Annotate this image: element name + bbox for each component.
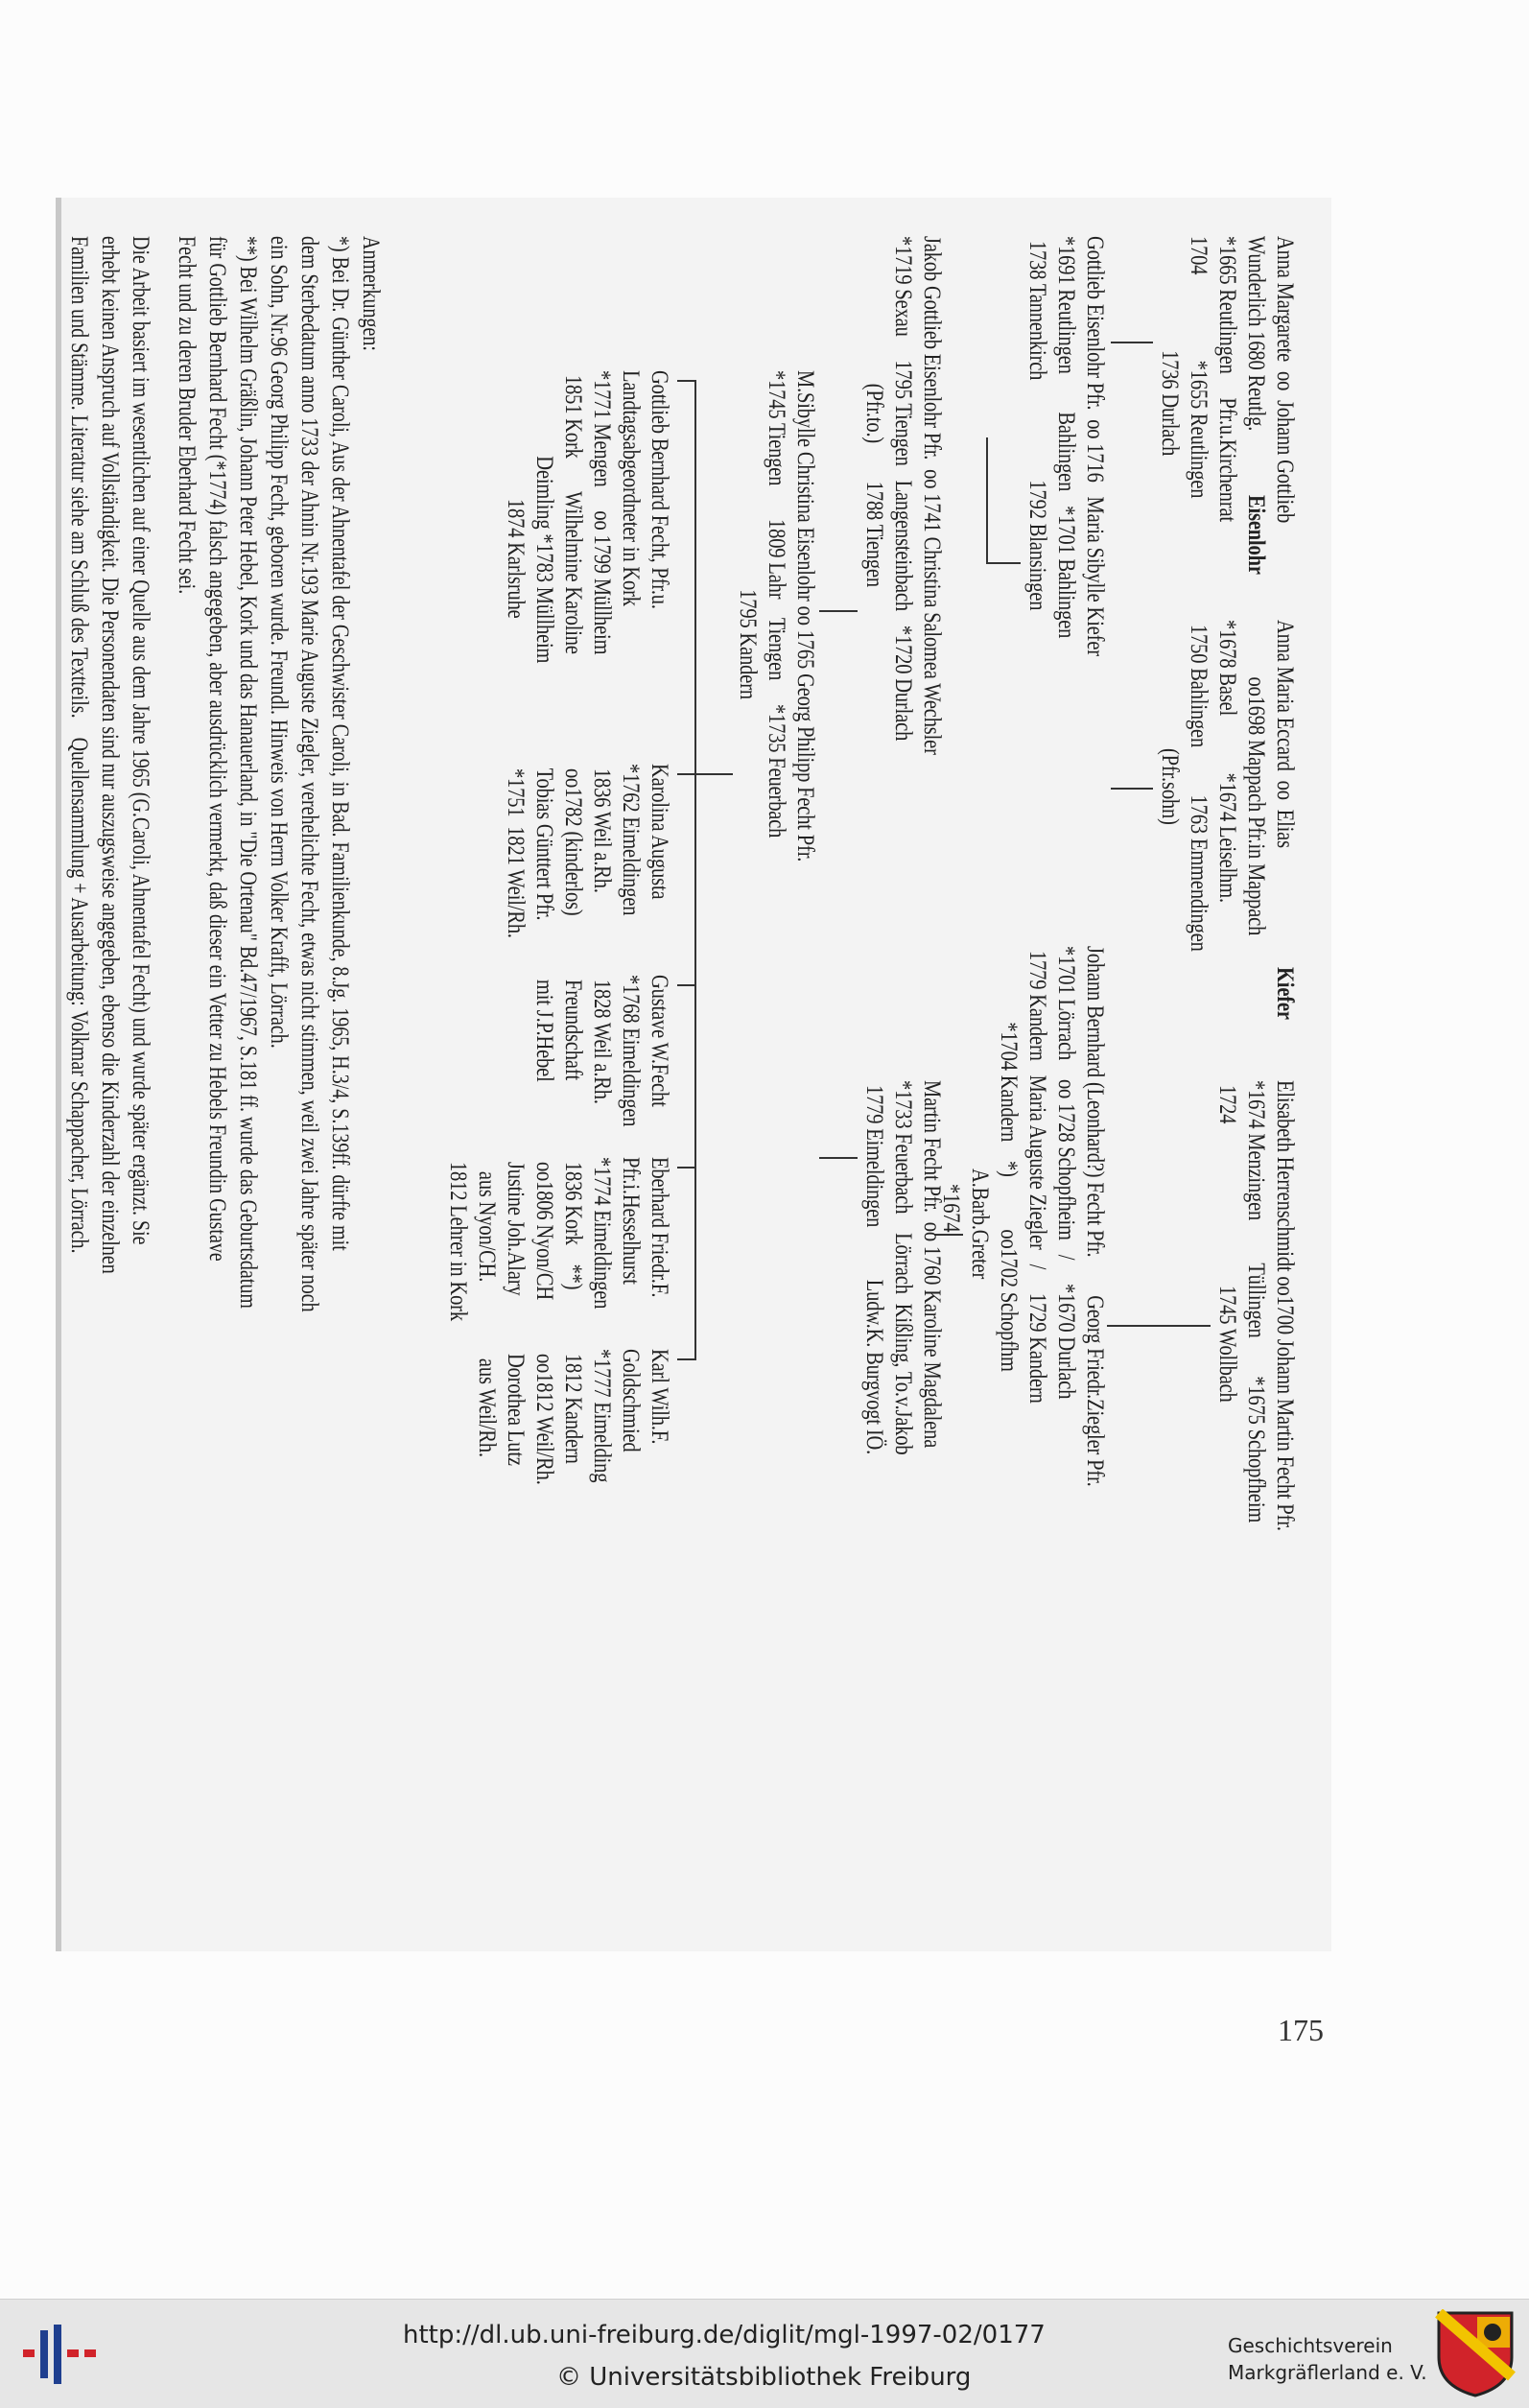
- pedigree-line: Jakob Gottlieb Eisenlohr Pfr. oo 1741 Christina Salomea Wechsler: [919, 236, 945, 755]
- note-line: dem Sterbedatum anno 1733 der Ahnin Nr.193 Marie Auguste Ziegler, verehelichte Fecht, etwas nicht stimmen, weil zwei Jahre später noch: [296, 236, 322, 1312]
- pedigree-line: Anna Maria Eccard oo Elias: [1272, 620, 1298, 848]
- closing-line: Familien und Stämme. Literatur siehe am Schluß des Textteils. Quellensammlung + Ausarbeitung: Volkmar Schappacher, Lörrach.: [66, 236, 92, 1254]
- ub-freiburg-logo-icon: [17, 2315, 104, 2392]
- child-line: oo1806 Nyon/CH: [531, 1157, 557, 1301]
- child-line: *1774 Eimeldingen: [589, 1157, 615, 1310]
- child-line: 1836 Kork **): [560, 1157, 586, 1290]
- pedigree-line: *1733 Feuerbach Lörrach Kißling, To.v.Jakob: [890, 1080, 916, 1455]
- child-line: Karolina Augusta: [647, 764, 672, 900]
- child-line: Goldschmied: [618, 1349, 644, 1452]
- child-line: 1828 Weil a.Rh.: [589, 975, 615, 1104]
- connector-line: [986, 437, 988, 564]
- connector-line: [819, 610, 858, 612]
- pedigree-line: *1704 Kandern *) oo1702 Schopfhm: [996, 946, 1022, 1372]
- surname-bold: Kiefer: [1272, 967, 1298, 1020]
- child-line: 1851 Kork Wilhelmine Karoline: [560, 370, 586, 654]
- child-line: 1874 Karlsruhe: [503, 370, 529, 619]
- child-line: Landtagsabgeordneter in Kork: [618, 370, 644, 606]
- pedigree-line: *1719 Sexau 1795 Tiengen Langensteinbach *1720 Durlach: [890, 236, 916, 742]
- footer-org-name-2: Markgräflerland e. V.: [1228, 2361, 1427, 2384]
- connector-line: [819, 1157, 858, 1159]
- child-line: Pfr.i.Hesselhurst: [618, 1157, 644, 1285]
- pedigree-line: 1738 Tannenkirch 1792 Blansingen: [1024, 236, 1050, 611]
- pedigree-line: *1674 Menzingen Tüllingen *1675 Schopfheim: [1243, 1080, 1269, 1523]
- connector-line: [1107, 1325, 1211, 1327]
- child-line: *1777 Eimelding: [589, 1349, 615, 1483]
- child-line: oo1782 (kinderlos): [560, 764, 586, 916]
- pedigree-line: *1665 Reutlingen Pfr.u.Kirchenrat: [1214, 236, 1240, 522]
- child-line: mit J.P.Hebel: [531, 975, 557, 1082]
- note-line: für Gottlieb Bernhard Fecht (*1774) falsch angegeben, aber ausdrücklich vermerkt, daß dieser ein Vetter zu Hebels Freundin Gustave: [204, 236, 230, 1262]
- connector-line: [986, 562, 1021, 564]
- footer-org-name: Geschichtsverein: [1228, 2334, 1393, 2357]
- closing-line: erhebt keinen Anspruch auf Vollständigkeit. Die Personendaten sind nur auszugsweise angegeben, ebenso die Kinderzahl der einzelnen: [97, 236, 123, 1274]
- pedigree-line: *1691 Reutlingen Bahlingen *1701 Bahlingen: [1053, 236, 1079, 639]
- connector-line: [1111, 788, 1153, 790]
- footer-url-link[interactable]: http://dl.ub.uni-freiburg.de/diglit/mgl-1997-02/0177: [403, 2321, 1046, 2349]
- coat-of-arms-icon: [1435, 2309, 1516, 2397]
- connector-line: [694, 380, 696, 1358]
- child-line: 1812 Lehrer in Kork: [445, 1157, 471, 1321]
- pedigree-line: Gottlieb Eisenlohr Pfr. oo 1716 Maria Sibylle Kiefer: [1082, 236, 1108, 656]
- pedigree-line: 1779 Eimeldingen Ludw.K. Burgvogt IÖ.: [861, 1080, 887, 1455]
- child-line: Karl Wilh.F.: [647, 1349, 672, 1445]
- note-line: *) Bei Dr. Günther Caroli, Aus der Ahnentafel der Geschwister Caroli, in Bad. Familienkunde, 8.Jg. 1965, H.3/4, S.139ff. dürfte mit: [327, 236, 353, 1251]
- surname-bold: Eisenlohr: [1243, 495, 1269, 575]
- pedigree-line: Elisabeth Herrenschmidt oo1700 Johann Martin Fecht Pfr.: [1272, 1080, 1298, 1531]
- pedigree-line: *1745 Tiengen 1809 Lahr Tiengen *1735 Feuerbach: [764, 370, 789, 838]
- pedigree-line: Anna Margarete oo Johann Gottlieb: [1272, 236, 1298, 524]
- pedigree-line: 1724 1745 Wollbach: [1214, 1080, 1240, 1403]
- pedigree-line: 1704 *1655 Reutlingen: [1186, 236, 1211, 499]
- child-line: *1762 Eimeldingen: [618, 764, 644, 916]
- connector-line: [1111, 342, 1153, 343]
- child-line: *1768 Eimeldingen: [618, 975, 644, 1127]
- pedigree-line: A.Barb.Greter: [967, 946, 993, 1280]
- pedigree-line: 1779 Kandern Maria Auguste Ziegler / 1729 Kandern: [1024, 946, 1050, 1404]
- child-line: Deimling *1783 Müllheim: [531, 370, 557, 664]
- pedigree-line: (Pfr.sohn): [1157, 620, 1183, 825]
- connector-line: [694, 773, 733, 775]
- connector-line: [677, 380, 696, 382]
- pedigree-line: Johann Bernhard (Leonhard?) Fecht Pfr. Georg Friedr.Ziegler Pfr.: [1082, 946, 1108, 1487]
- pedigree-line: (Pfr.to.) 1788 Tiengen: [861, 236, 887, 588]
- child-line: 1836 Weil a.Rh.: [589, 764, 615, 893]
- closing-line: Die Arbeit basiert im wesentlichen auf einer Quelle aus dem Jahre 1965 (G.Caroli, Ahnentafel Fecht) und wurde später ergänzt. Sie: [128, 236, 153, 1245]
- child-line: 1812 Kandern: [560, 1349, 586, 1464]
- pedigree-line: M.Sibylle Christina Eisenlohr oo 1765 Georg Philipp Fecht Pfr.: [792, 370, 818, 862]
- child-line: *1771 Mengen oo 1799 Müllheim: [589, 370, 615, 655]
- child-line: Gottlieb Bernhard Fecht, Pfr.u.: [647, 370, 672, 609]
- child-line: Tobias Günttert Pfr.: [531, 764, 557, 921]
- pedigree-line: 1795 Kandern: [735, 370, 761, 699]
- pedigree-line: Martin Fecht Pfr. oo 1760 Karoline Magdalena: [919, 1080, 945, 1449]
- pedigree-line: 1736 Durlach: [1157, 236, 1183, 457]
- pedigree-line: oo1698 Mappach Pfr.in Mappach: [1243, 620, 1269, 936]
- footer-bar: [0, 2299, 1529, 2408]
- child-line: aus Weil/Rh.: [474, 1349, 500, 1457]
- child-line: Freundschaft: [560, 975, 586, 1081]
- child-line: Eberhard Friedr.F.: [647, 1157, 672, 1298]
- pedigree-line: 1750 Bahlingen 1763 Emmendingen: [1186, 620, 1211, 952]
- child-line: Dorothea Lutz: [503, 1349, 529, 1466]
- child-line: Justine Joh.Alary: [503, 1157, 529, 1296]
- pedigree-line: *1674: [938, 946, 964, 1233]
- connector-line: [677, 773, 696, 775]
- child-line: oo1812 Weil/Rh.: [531, 1349, 557, 1485]
- footer-copyright: © Universitätsbibliothek Freiburg: [556, 2363, 972, 2392]
- pedigree-line: Wunderlich 1680 Reutlg.: [1243, 236, 1269, 432]
- connector-line: [677, 1167, 696, 1169]
- child-line: Gustave W.Fecht: [647, 975, 672, 1107]
- note-line: ein Sohn, Nr.96 Georg Philipp Fecht, geboren wurde. Freundl. Hinweis von Herrn Volker Krafft, Lörrach.: [266, 236, 292, 1049]
- pedigree-line: *1701 Lörrach oo 1728 Schopfheim / *1670 Durlach: [1053, 946, 1079, 1400]
- note-line: **) Bei Wilhelm Gräßlin, Johann Peter Hebel, Kork und das Hanauerland, in "Die Ortenau" Bd.47/1967, S.181 ff. wurde das Geburtsdatum: [235, 236, 261, 1309]
- connector-line: [677, 984, 696, 986]
- connector-line: [677, 1358, 696, 1360]
- rotated-genealogy-content: [56, 198, 1326, 1951]
- child-line: aus Nyon/CH.: [474, 1157, 500, 1283]
- child-line: *1751 1821 Weil/Rh.: [503, 764, 529, 938]
- notes-heading: Anmerkungen:: [358, 236, 384, 351]
- pedigree-line: *1678 Basel *1674 Leiselhm.: [1214, 620, 1240, 903]
- page-number: 175: [1278, 2013, 1324, 2047]
- note-line: Fecht und zu deren Bruder Eberhard Fecht sei.: [174, 236, 200, 595]
